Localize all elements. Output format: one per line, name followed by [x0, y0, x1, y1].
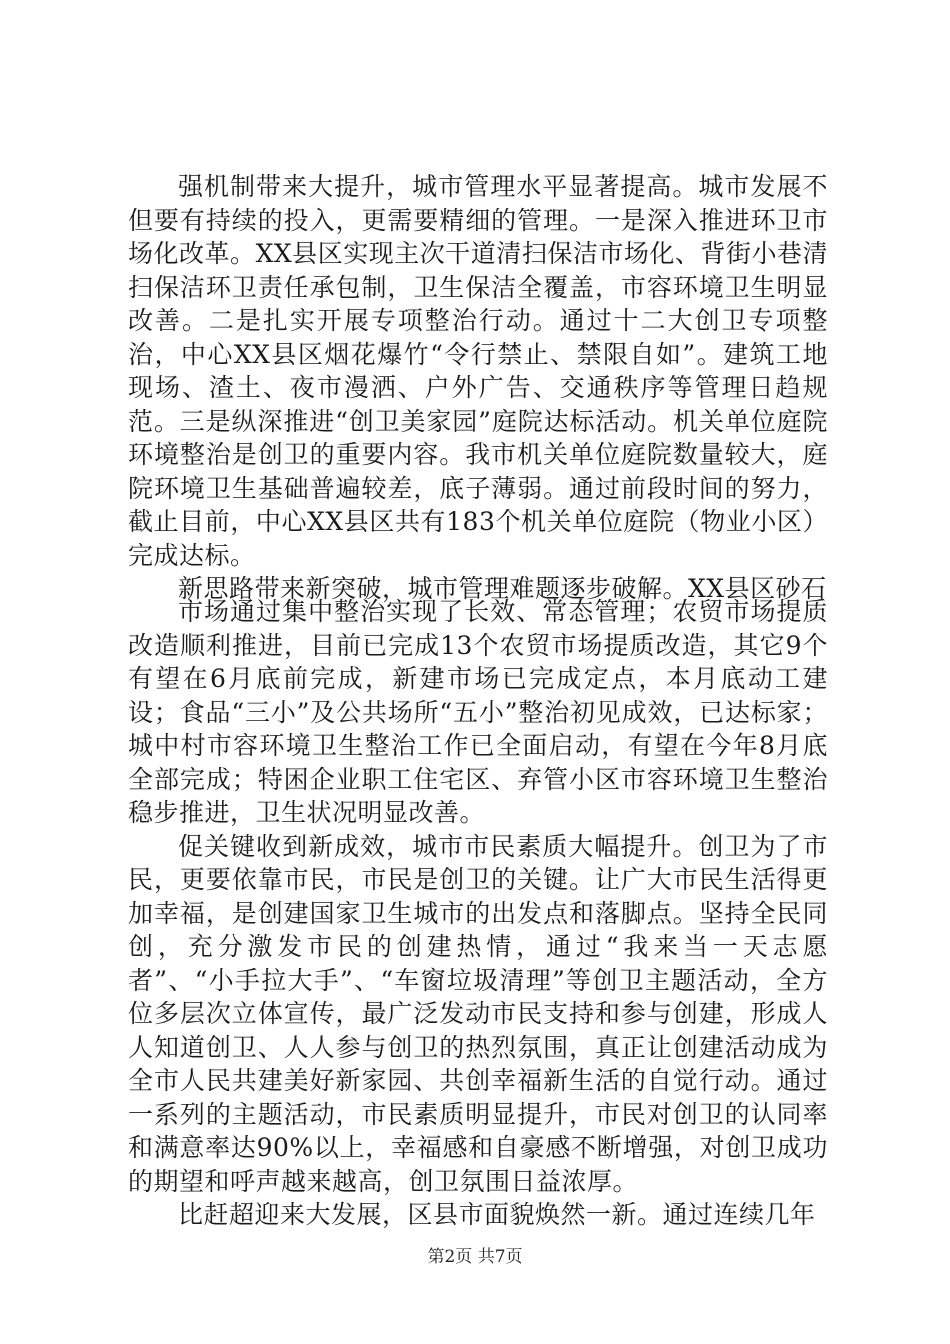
paragraph: 市场通过集中整治实现了长效、常态管理；农贸市场提质改造顺利推进，目前已完成13个农贸市场提质改造，其它9个有望在6月底前完成，新建市场已完成定点，本月底动工建设；食品“三小”及公共场所“五小”整治初见成效，已达标家；城中村市容环境卫生整治工作已全面启动，有望在今年8月底全部完成；特困企业职工住宅区、弃管小区市容环境卫生整治稳步推进，卫生状况明显改善。 [128, 597, 828, 827]
paragraph: 促关键收到新成效，城市市民素质大幅提升。创卫为了市民，更要依靠市民，市民是创卫的关键。让广大市民生活得更加幸福，是创建国家卫生城市的出发点和落脚点。坚持全民同创，充分激发市民的创建热情，通过“我来当一天志愿者”、“小手拉大手”、“车窗垃圾清理”等创卫主题活动，全方位多层次立体宣传，最广泛发动市民支持和参与创建，形成人人知道创卫、人人参与创卫的热烈氛围，真正让创建活动成为全市人民共建美好新家园、共创幸福新生活的自觉行动。通过一系列的主题活动，市民素质明显提升，市民对创卫的认同率和满意率达90%以上，幸福感和自豪感不断增强，对创卫成功的期望和呼声越来越高，创卫氛围日益浓厚。 [128, 831, 828, 1196]
paragraph: 强机制带来大提升，城市管理水平显著提高。城市发展不但要有持续的投入，更需要精细的管理。一是深入推进环卫市场化改革。XX县区实现主次干道清扫保洁市场化、背街小巷清扫保洁环卫责任承包制，卫生保洁全覆盖，市容环境卫生明显改善。二是扎实开展专项整治行动。通过十二大创卫专项整治，中心XX县区烟花爆竹“令行禁止、禁限自如”。建筑工地现场、渣土、夜市漫洒、户外广告、交通秩序等管理日趋规范。三是纵深推进“创卫美家园”庭院达标活动。机关单位庭院环境整治是创卫的重要内容。我市机关单位庭院数量较大，庭院环境卫生基础普遍较差，底子薄弱。通过前段时间的努力，截止目前，中心XX县区共有183个机关单位庭院（物业小区）完成达标。 [128, 172, 828, 570]
paragraph: 比赶超迎来大发展，区县市面貌焕然一新。通过连续几年 [178, 1200, 816, 1229]
page-footer: 第2页 共7页 [427, 1247, 523, 1267]
paragraph: 新思路带来新突破，城市管理难题逐步破解。XX县区砂石 [178, 574, 827, 603]
text-block-top [128, 170, 828, 606]
text-block-bottom [128, 595, 828, 1232]
